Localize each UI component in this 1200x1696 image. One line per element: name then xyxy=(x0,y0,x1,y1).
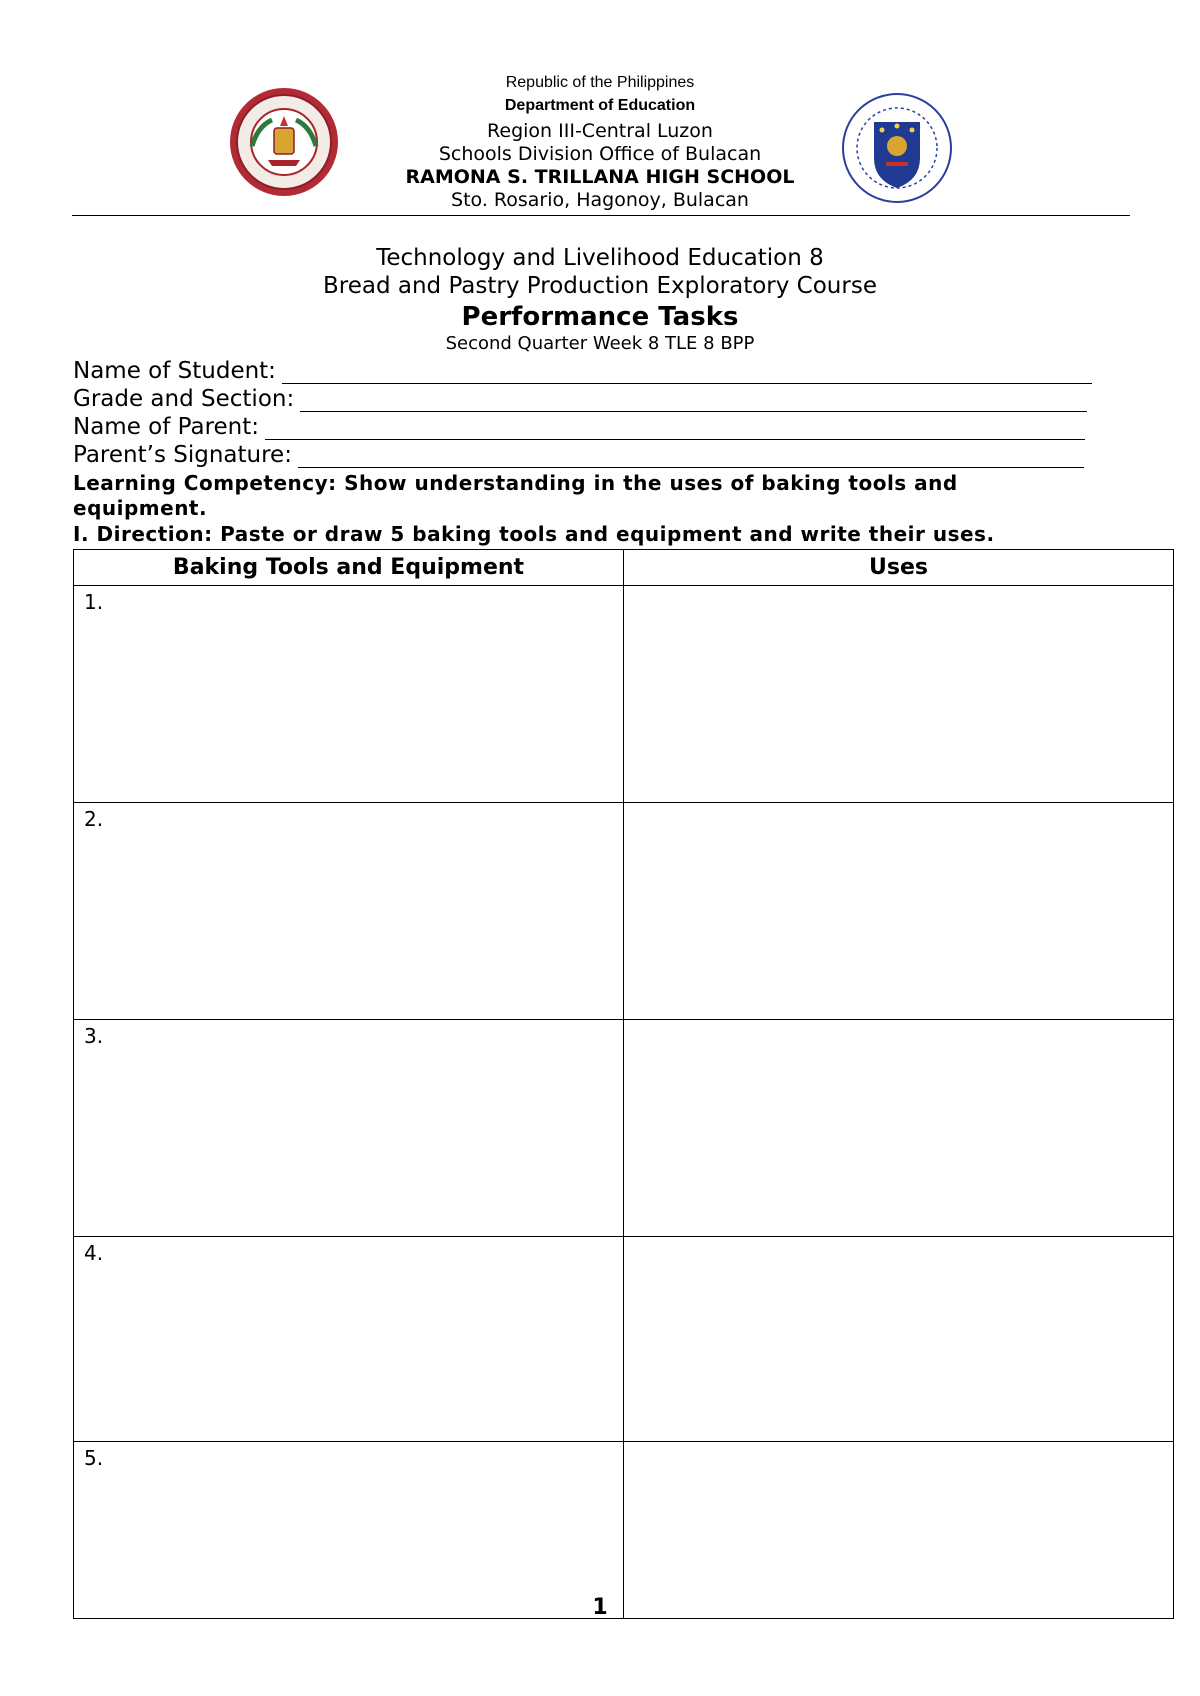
header-divider xyxy=(72,215,1130,216)
uses-cell[interactable] xyxy=(624,586,1174,803)
learning-competency: Learning Competency: Show understanding in the uses of baking tools and equipment. xyxy=(73,471,958,520)
uses-cell[interactable] xyxy=(624,1442,1174,1619)
table-row xyxy=(74,1442,1174,1619)
header-uses: Uses xyxy=(624,550,1174,586)
header-tools: Baking Tools and Equipment xyxy=(74,550,624,586)
table-row xyxy=(74,1020,1174,1237)
tool-cell[interactable]: 4. xyxy=(74,1237,624,1442)
tool-cell[interactable]: 5. xyxy=(74,1442,624,1619)
parent-signature-field xyxy=(73,442,1084,468)
student-name-line[interactable] xyxy=(282,361,1092,384)
parent-signature-label: Parent’s Signature: xyxy=(73,442,292,468)
table-header-row xyxy=(74,550,1174,586)
school-name: RAMONA S. TRILLANA HIGH SCHOOL xyxy=(405,166,795,188)
tools-table xyxy=(73,549,1174,1619)
table-row xyxy=(74,1237,1174,1442)
quarter-subtitle: Second Quarter Week 8 TLE 8 BPP xyxy=(445,333,755,354)
republic-line: Republic of the Philippines xyxy=(505,74,695,91)
student-name-field xyxy=(73,358,1092,384)
grade-section-field xyxy=(73,386,1087,412)
parent-name-line[interactable] xyxy=(265,417,1085,440)
table-row xyxy=(74,586,1174,803)
region-line: Region III-Central Luzon xyxy=(487,120,713,142)
grade-section-line[interactable] xyxy=(300,389,1087,412)
uses-cell[interactable] xyxy=(624,1020,1174,1237)
parent-signature-line[interactable] xyxy=(298,445,1084,468)
uses-cell[interactable] xyxy=(624,1237,1174,1442)
direction-text: I. Direction: Paste or draw 5 baking tools and equipment and write their uses. xyxy=(73,522,995,546)
student-name-label: Name of Student: xyxy=(73,358,276,384)
parent-name-field xyxy=(73,414,1085,440)
department-line: Department of Education xyxy=(504,97,696,114)
subject-title: Technology and Livelihood Education 8 xyxy=(376,245,824,271)
page-number: 1 xyxy=(592,1595,608,1620)
table-row xyxy=(74,803,1174,1020)
tool-cell[interactable]: 2. xyxy=(74,803,624,1020)
tool-cell[interactable]: 1. xyxy=(74,586,624,803)
division-line: Schools Division Office of Bulacan xyxy=(438,143,762,165)
grade-section-label: Grade and Section: xyxy=(73,386,295,412)
school-address: Sto. Rosario, Hagonoy, Bulacan xyxy=(451,189,749,211)
course-title: Bread and Pastry Production Exploratory Course xyxy=(323,273,877,299)
uses-cell[interactable] xyxy=(624,803,1174,1020)
tool-cell[interactable]: 3. xyxy=(74,1020,624,1237)
page-title: Performance Tasks xyxy=(461,302,739,332)
parent-name-label: Name of Parent: xyxy=(73,414,260,440)
